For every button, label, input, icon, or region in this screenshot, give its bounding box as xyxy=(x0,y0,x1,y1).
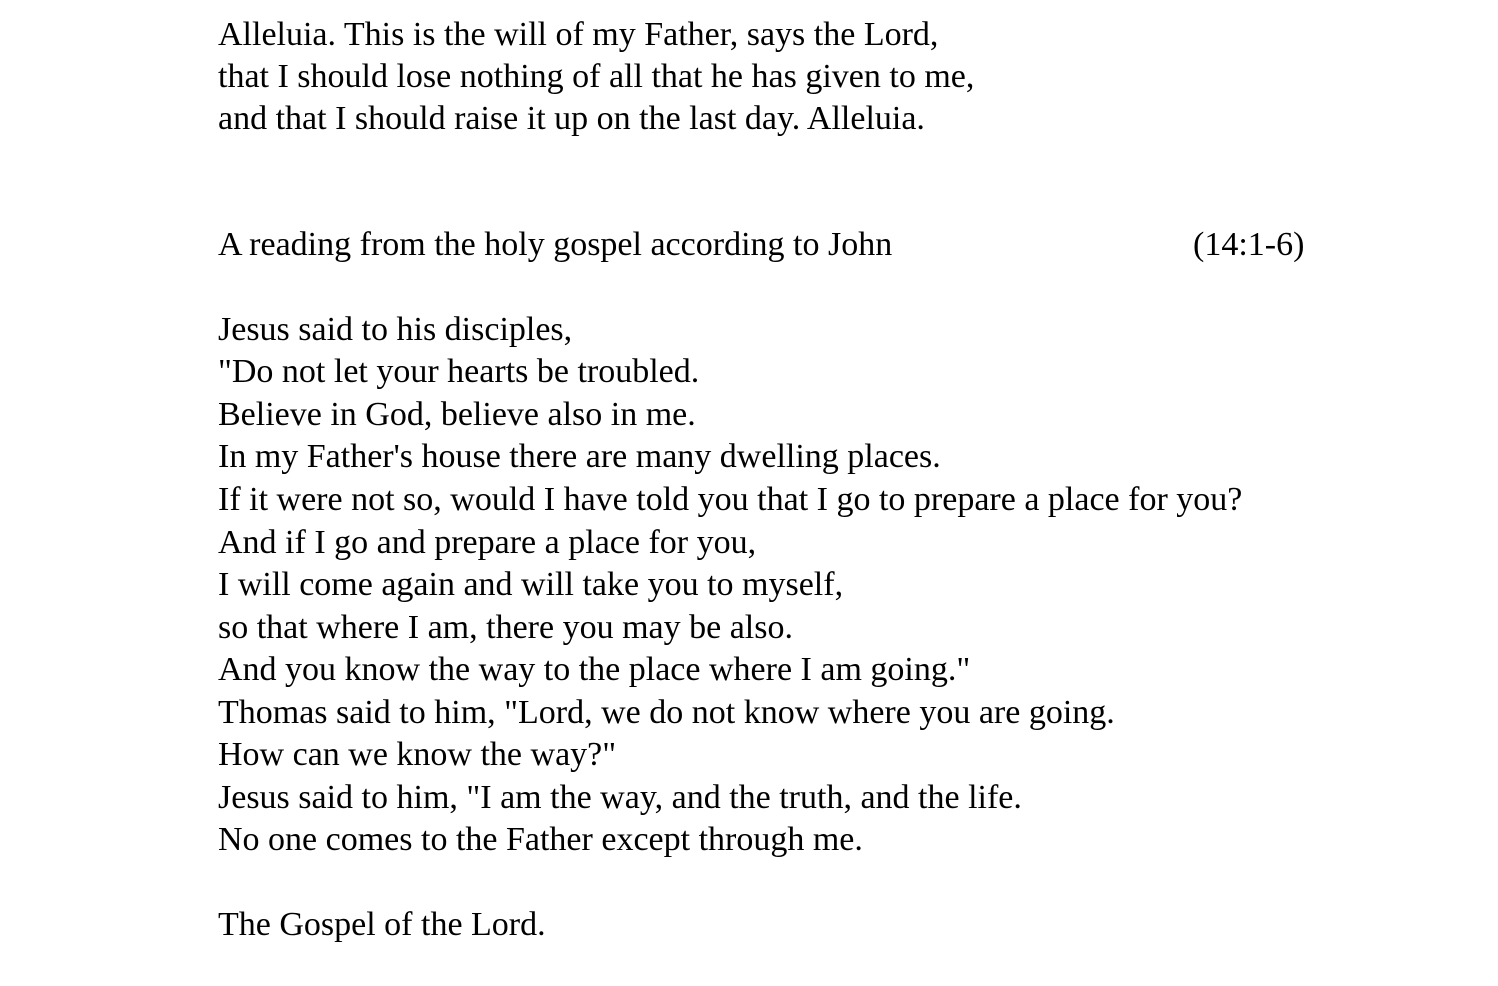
gospel-line: Jesus said to his disciples, xyxy=(218,311,573,348)
gospel-line: Thomas said to him, "Lord, we do not know where you are going. xyxy=(218,694,1115,731)
acclamation-line: Alleluia. This is the will of my Father, says the Lord, xyxy=(218,16,939,53)
gospel-line: No one comes to the Father except through me. xyxy=(218,821,863,858)
reading-heading: A reading from the holy gospel according to John xyxy=(218,226,893,263)
acclamation-line: that I should lose nothing of all that he has given to me, xyxy=(218,58,975,95)
gospel-line: "Do not let your hearts be troubled. xyxy=(218,353,700,390)
gospel-line: Believe in God, believe also in me. xyxy=(218,396,696,433)
reading-reference: (14:1-6) xyxy=(1193,226,1305,263)
gospel-line: If it were not so, would I have told you that I go to prepare a place for you? xyxy=(218,481,1243,518)
gospel-line: so that where I am, there you may be also. xyxy=(218,609,793,646)
gospel-line: In my Father's house there are many dwelling places. xyxy=(218,438,941,475)
gospel-line: How can we know the way?" xyxy=(218,736,617,773)
gospel-line: I will come again and will take you to myself, xyxy=(218,566,844,603)
gospel-line: Jesus said to him, "I am the way, and the truth, and the life. xyxy=(218,779,1022,816)
gospel-line: And you know the way to the place where I am going." xyxy=(218,651,971,688)
gospel-line: And if I go and prepare a place for you, xyxy=(218,524,757,561)
closing-line: The Gospel of the Lord. xyxy=(218,906,546,943)
acclamation-line: and that I should raise it up on the last day. Alleluia. xyxy=(218,100,925,137)
